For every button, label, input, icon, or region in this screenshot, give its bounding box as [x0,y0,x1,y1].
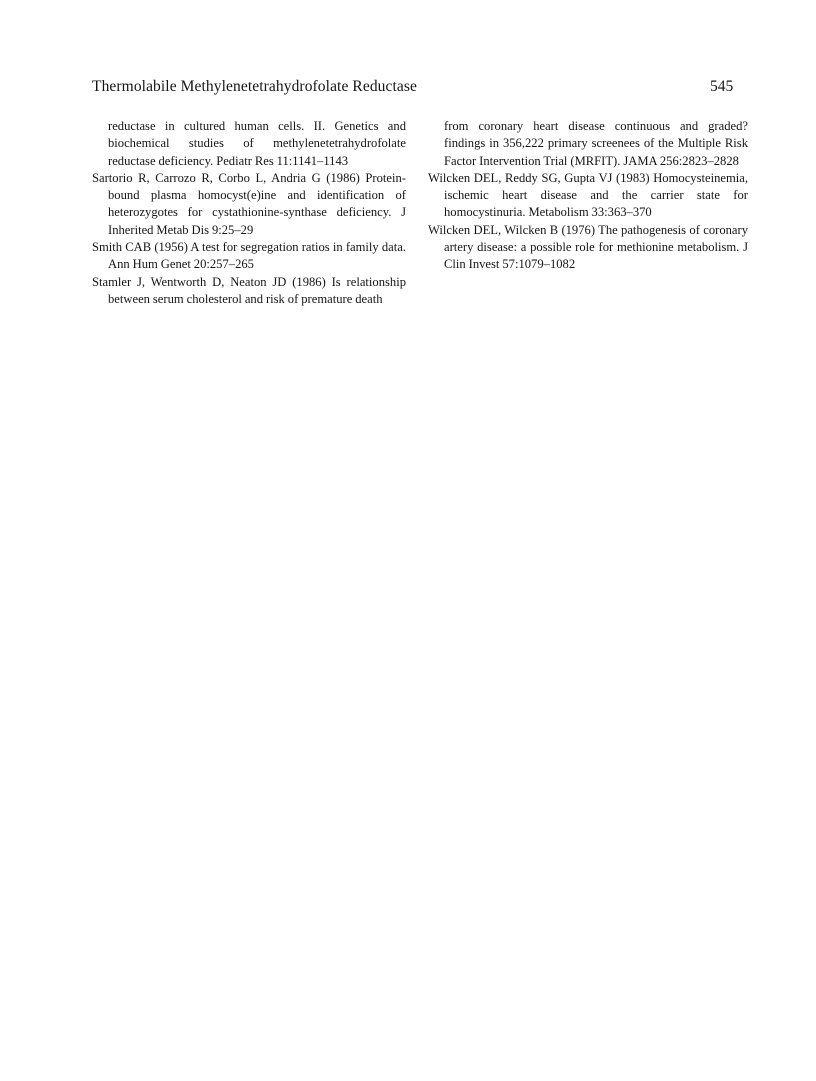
references-right-column [428,118,748,274]
reference-entry: Sartorio R, Carrozo R, Corbo L, Andria G (1986) Protein-bound plasma homocyst(e)ine and identification of heterozygotes for cystathionine-synthase deficiency. J Inherited Metab Dis 9:25–29 [92,170,406,237]
page-number: 545 [710,78,734,95]
running-title: Thermolabile Methylenetetrahydrofolate Reductase [92,78,418,95]
references-left-column [92,118,406,308]
reference-continuation: reductase in cultured human cells. II. Genetics and biochemical studies of methylenetetrahydrofolate reductase deficiency. Pediatr Res 11:1141–1143 [108,119,406,168]
reference-entry: Wilcken DEL, Wilcken B (1976) The pathogenesis of coronary artery disease: a possible role for methionine metabolism. J Clin Invest 57:1079–1082 [428,222,748,272]
reference-entry: Stamler J, Wentworth D, Neaton JD (1986) Is relationship between serum cholesterol and risk of premature death [92,274,406,306]
reference-continuation: from coronary heart disease continuous and graded? findings in 356,222 primary screenees of the Multiple Risk Factor Intervention Trial (MRFIT). JAMA 256:2823–2828 [444,119,748,168]
reference-entry: Smith CAB (1956) A test for segregation ratios in family data. Ann Hum Genet 20:257–265 [92,240,406,272]
reference-entry: Wilcken DEL, Reddy SG, Gupta VJ (1983) Homocysteinemia, ischemic heart disease and the carrier state for homocystinuria. Metabolism 33:363–370 [428,170,748,220]
